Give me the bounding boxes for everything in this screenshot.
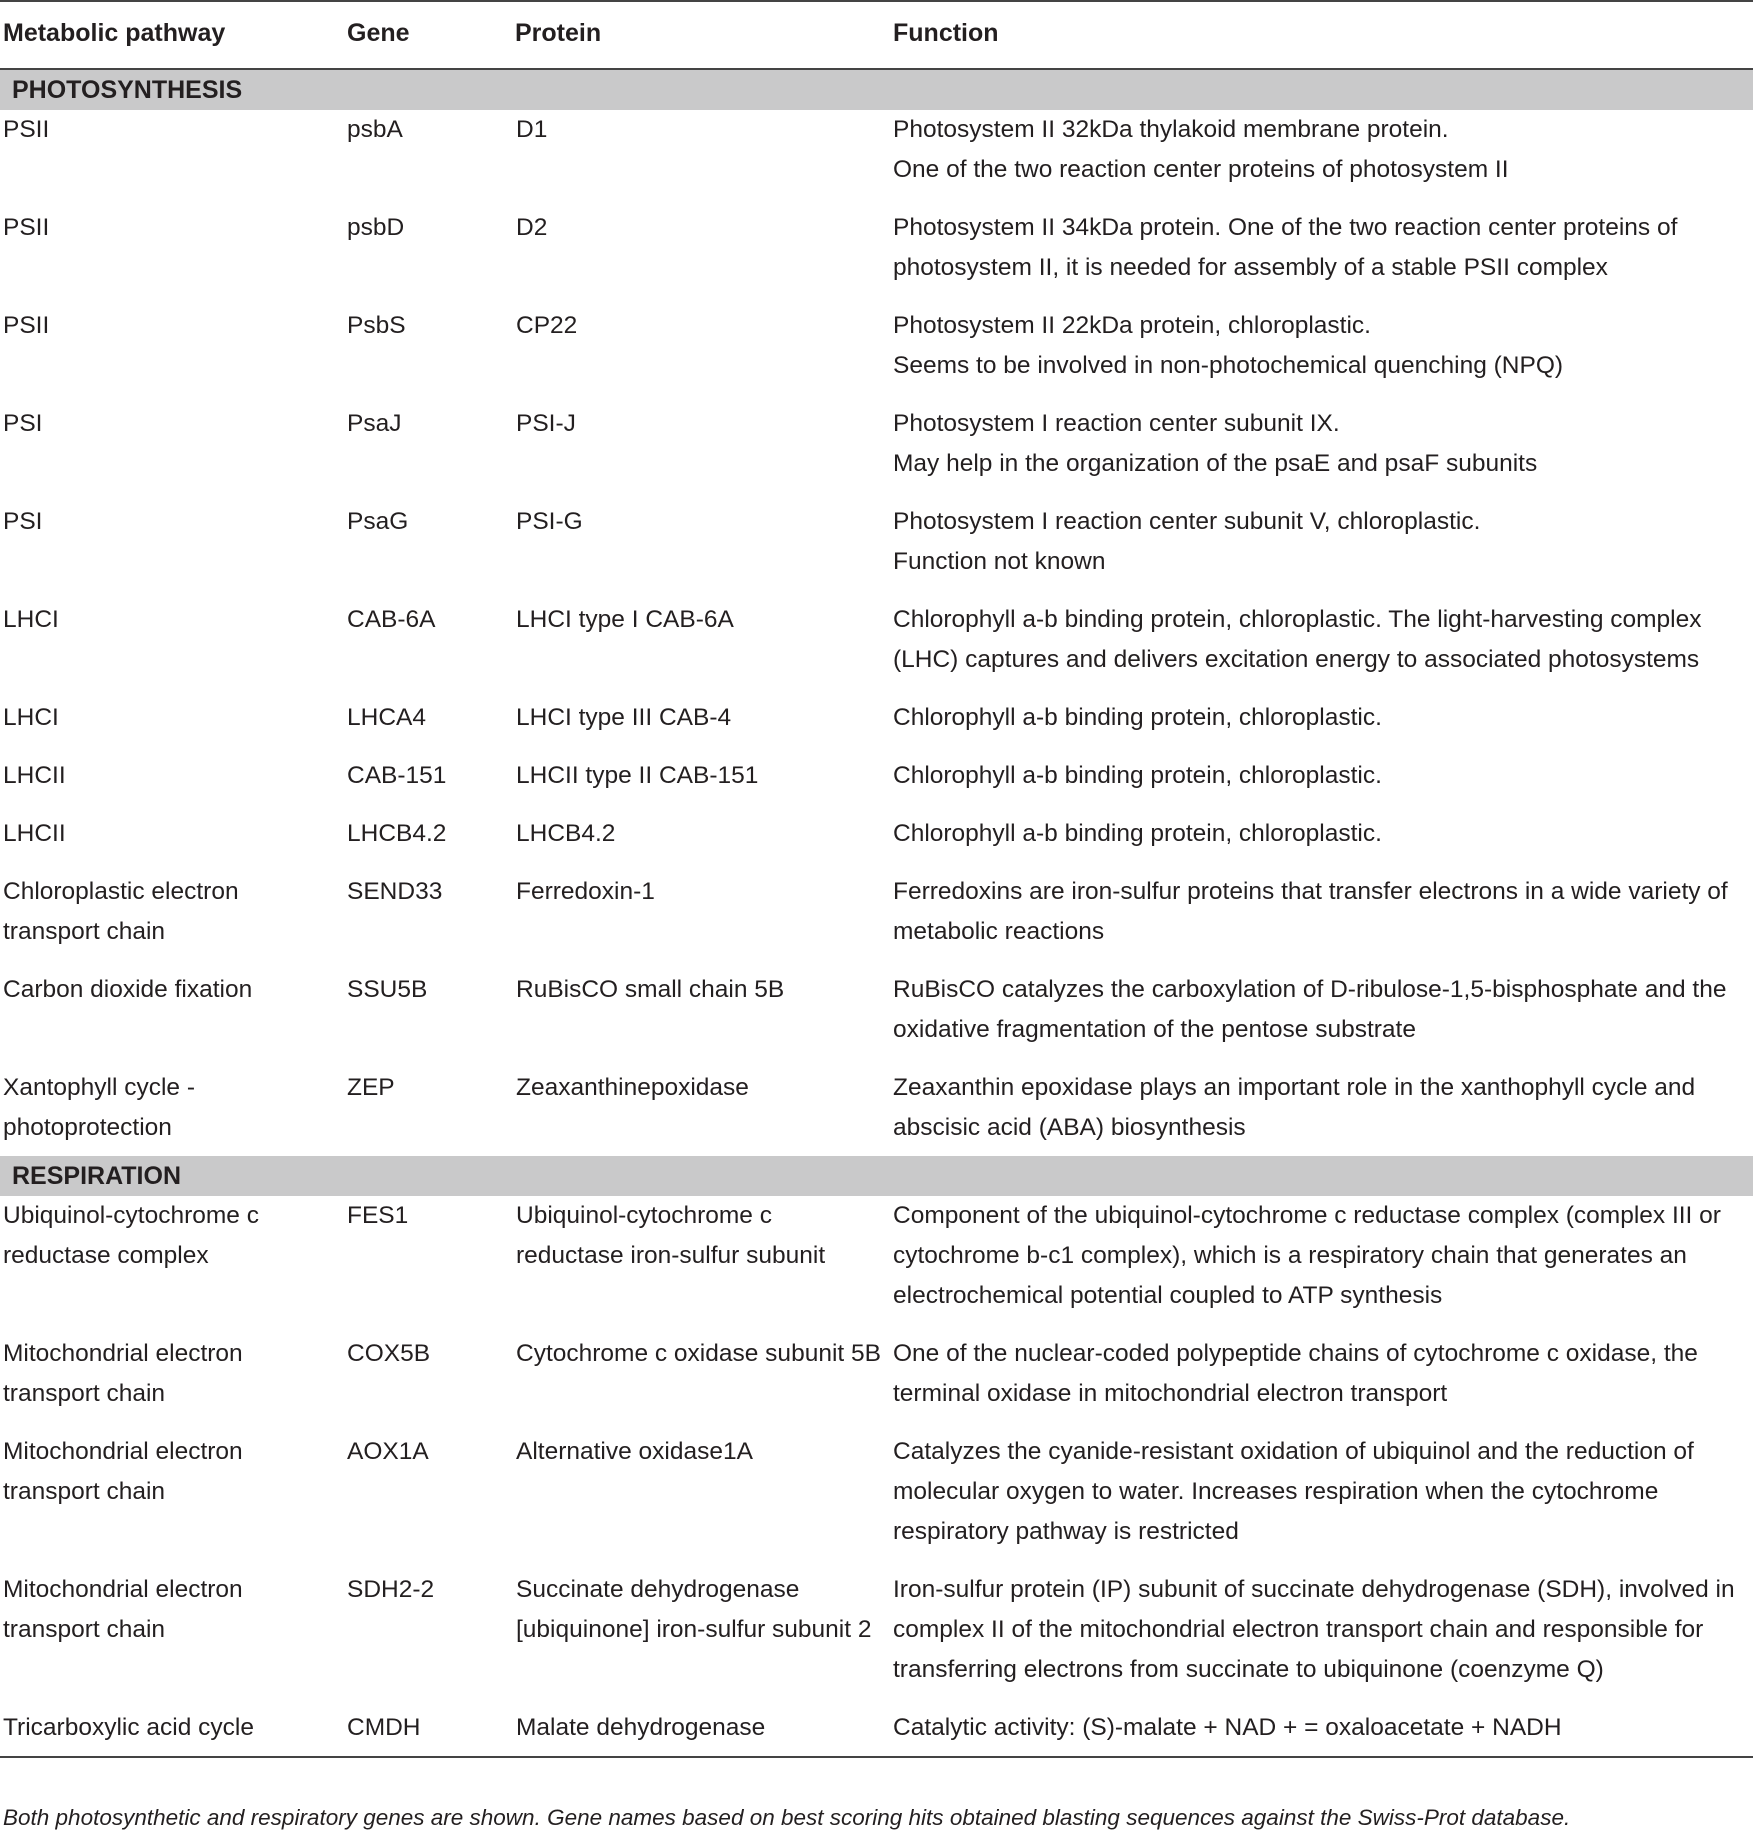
cell-gene: ZEP: [347, 1074, 395, 1101]
header-function: Function: [890, 1, 1753, 69]
function-text: Seems to be involved in non-photochemical quenching (NPQ): [893, 352, 1564, 379]
table-row: [0, 404, 1753, 502]
cell-gene: PsaG: [347, 508, 409, 535]
table-row: [0, 1334, 1753, 1432]
cell-function: [890, 306, 1753, 404]
cell-gene: COX5B: [347, 1340, 431, 1367]
function-text: Iron-sulfur protein (IP) subunit of succinate dehydrogenase (SDH), involved in complex II of the mitochondrial electron transport chain and responsible for transferring electrons from succinate to ubiquinone (coenzyme Q): [893, 1576, 1735, 1683]
cell-protein: Succinate dehydrogenase [ubiquinone] iron-sulfur subunit 2: [516, 1576, 872, 1643]
table-header: [0, 1, 1753, 69]
cell-protein: LHCI type I CAB-6A: [516, 606, 734, 633]
function-text: Photosystem II 22kDa protein, chloroplastic.: [893, 312, 1371, 339]
cell-function: [890, 404, 1753, 502]
cell-metabolic-pathway: PSII: [3, 116, 50, 143]
cell-function: [890, 1432, 1753, 1570]
cell-protein: PSI-G: [516, 508, 583, 535]
cell-gene: LHCB4.2: [347, 820, 447, 847]
table-row: [0, 306, 1753, 404]
cell-function: [890, 1334, 1753, 1432]
cell-gene: PsaJ: [347, 410, 402, 437]
cell-gene: psbA: [347, 116, 403, 143]
cell-gene: CAB-151: [347, 762, 447, 789]
cell-metabolic-pathway: Mitochondrial electron transport chain: [3, 1340, 243, 1407]
table-row: [0, 1432, 1753, 1570]
cell-metabolic-pathway: LHCII: [3, 762, 66, 789]
cell-metabolic-pathway: LHCI: [3, 704, 59, 731]
cell-function: [890, 1708, 1753, 1756]
section-title: PHOTOSYNTHESIS: [0, 69, 1753, 110]
function-text: Function not known: [893, 548, 1106, 575]
cell-gene: CAB-6A: [347, 606, 436, 633]
cell-metabolic-pathway: Carbon dioxide fixation: [3, 976, 253, 1003]
cell-protein: Ferredoxin-1: [516, 878, 655, 905]
cell-protein: Zeaxanthinepoxidase: [516, 1074, 749, 1101]
cell-gene: SEND33: [347, 878, 443, 905]
cell-metabolic-pathway: LHCII: [3, 820, 66, 847]
table-row: [0, 600, 1753, 698]
cell-metabolic-pathway: LHCI: [3, 606, 59, 633]
function-text: Photosystem I reaction center subunit IX.: [893, 410, 1340, 437]
cell-gene: SDH2-2: [347, 1576, 435, 1603]
function-text: Catalytic activity: (S)-malate + NAD + = oxaloacetate + NADH: [893, 1714, 1562, 1741]
header-metabolic-pathway: Metabolic pathway: [0, 1, 344, 69]
table-row: [0, 208, 1753, 306]
cell-protein: Malate dehydrogenase: [516, 1714, 766, 1741]
cell-metabolic-pathway: Ubiquinol-cytochrome c reductase complex: [3, 1202, 259, 1269]
cell-protein: D2: [516, 214, 548, 241]
cell-metabolic-pathway: Chloroplastic electron transport chain: [3, 878, 239, 945]
cell-gene: PsbS: [347, 312, 406, 339]
cell-function: [890, 1068, 1753, 1156]
cell-gene: AOX1A: [347, 1438, 429, 1465]
function-text: Chlorophyll a-b binding protein, chloroplastic.: [893, 820, 1382, 847]
cell-metabolic-pathway: Mitochondrial electron transport chain: [3, 1576, 243, 1643]
cell-function: [890, 1570, 1753, 1708]
bottom-rule-cell: [0, 1756, 1753, 1757]
cell-function: [890, 600, 1753, 698]
function-text: Photosystem II 32kDa thylakoid membrane protein.: [893, 116, 1449, 143]
cell-metabolic-pathway: PSII: [3, 312, 50, 339]
cell-gene: CMDH: [347, 1714, 421, 1741]
cell-metabolic-pathway: Tricarboxylic acid cycle: [3, 1714, 254, 1741]
cell-gene: psbD: [347, 214, 405, 241]
table-row: [0, 970, 1753, 1068]
function-text: Chlorophyll a-b binding protein, chloroplastic.: [893, 704, 1382, 731]
cell-metabolic-pathway: Mitochondrial electron transport chain: [3, 1438, 243, 1505]
cell-metabolic-pathway: PSII: [3, 214, 50, 241]
table-row: [0, 756, 1753, 814]
cell-function: [890, 698, 1753, 756]
cell-gene: FES1: [347, 1202, 409, 1229]
cell-protein: RuBisCO small chain 5B: [516, 976, 785, 1003]
cell-metabolic-pathway: PSI: [3, 410, 43, 437]
header-gene: Gene: [344, 1, 513, 69]
function-text: May help in the organization of the psaE and psaF subunits: [893, 450, 1538, 477]
function-text: Photosystem I reaction center subunit V, chloroplastic.: [893, 508, 1481, 535]
function-text: Chlorophyll a-b binding protein, chloroplastic. The light-harvesting complex (LHC) captures and delivers excitation energy to associated photosystems: [893, 606, 1702, 673]
cell-protein: CP22: [516, 312, 578, 339]
cell-gene: LHCA4: [347, 704, 426, 731]
function-text: Component of the ubiquinol-cytochrome c reductase complex (complex III or cytochrome b-c1 complex), which is a respiratory chain that generates an electrochemical potential coupled to ATP synthesis: [893, 1202, 1721, 1309]
cell-protein: LHCB4.2: [516, 820, 616, 847]
table-row: [0, 1708, 1753, 1756]
function-text: Ferredoxins are iron-sulfur proteins that transfer electrons in a wide variety of metabolic reactions: [893, 878, 1728, 945]
cell-protein: Ubiquinol-cytochrome c reductase iron-sulfur subunit: [516, 1202, 826, 1269]
table-row: [0, 110, 1753, 208]
cell-metabolic-pathway: Xantophyll cycle -photoprotection: [3, 1074, 196, 1141]
cell-protein: D1: [516, 116, 548, 143]
cell-protein: LHCI type III CAB-4: [516, 704, 732, 731]
section-title: RESPIRATION: [0, 1156, 1753, 1196]
function-text: Chlorophyll a-b binding protein, chloroplastic.: [893, 762, 1382, 789]
cell-protein: LHCII type II CAB-151: [516, 762, 759, 789]
table-row: [0, 872, 1753, 970]
cell-function: [890, 872, 1753, 970]
header-row: [0, 1, 1753, 69]
table-row: [0, 1570, 1753, 1708]
function-text: Catalyzes the cyanide-resistant oxidation of ubiquinol and the reduction of molecular oxygen to water. Increases respiration when the cytochrome respiratory pathway is restricted: [893, 1438, 1694, 1545]
cell-function: [890, 814, 1753, 872]
function-text: One of the two reaction center proteins of photosystem II: [893, 156, 1509, 183]
table-row: [0, 502, 1753, 600]
function-text: One of the nuclear-coded polypeptide chains of cytochrome c oxidase, the terminal oxidase in mitochondrial electron transport: [893, 1340, 1698, 1407]
table-footnote: Both photosynthetic and respiratory genes are shown. Gene names based on best scoring hits obtained blasting sequences against the Swiss-Prot database.: [3, 1805, 1571, 1830]
cell-function: [890, 110, 1753, 208]
cell-function: [890, 970, 1753, 1068]
table-bottom-rule: [0, 1756, 1753, 1757]
cell-function: [890, 1196, 1753, 1334]
cell-protein: Cytochrome c oxidase subunit 5B: [516, 1340, 881, 1367]
table-row: [0, 1068, 1753, 1156]
cell-protein: Alternative oxidase1A: [516, 1438, 753, 1465]
section-header-row: [0, 69, 1753, 110]
function-text: Zeaxanthin epoxidase plays an important role in the xanthophyll cycle and abscisic acid (ABA) biosynthesis: [893, 1074, 1696, 1141]
table-body: [0, 69, 1753, 1757]
header-protein: Protein: [513, 1, 890, 69]
cell-function: [890, 502, 1753, 600]
cell-gene: SSU5B: [347, 976, 428, 1003]
section-header-row: [0, 1156, 1753, 1196]
cell-protein: PSI-J: [516, 410, 576, 437]
table-row: [0, 1196, 1753, 1334]
cell-function: [890, 208, 1753, 306]
cell-metabolic-pathway: PSI: [3, 508, 43, 535]
cell-function: [890, 756, 1753, 814]
function-text: RuBisCO catalyzes the carboxylation of D-ribulose-1,5-bisphosphate and the oxidative fragmentation of the pentose substrate: [893, 976, 1727, 1043]
function-text: Photosystem II 34kDa protein. One of the two reaction center proteins of photosystem II, it is needed for assembly of a stable PSII complex: [893, 214, 1678, 281]
table-row: [0, 814, 1753, 872]
table-row: [0, 698, 1753, 756]
